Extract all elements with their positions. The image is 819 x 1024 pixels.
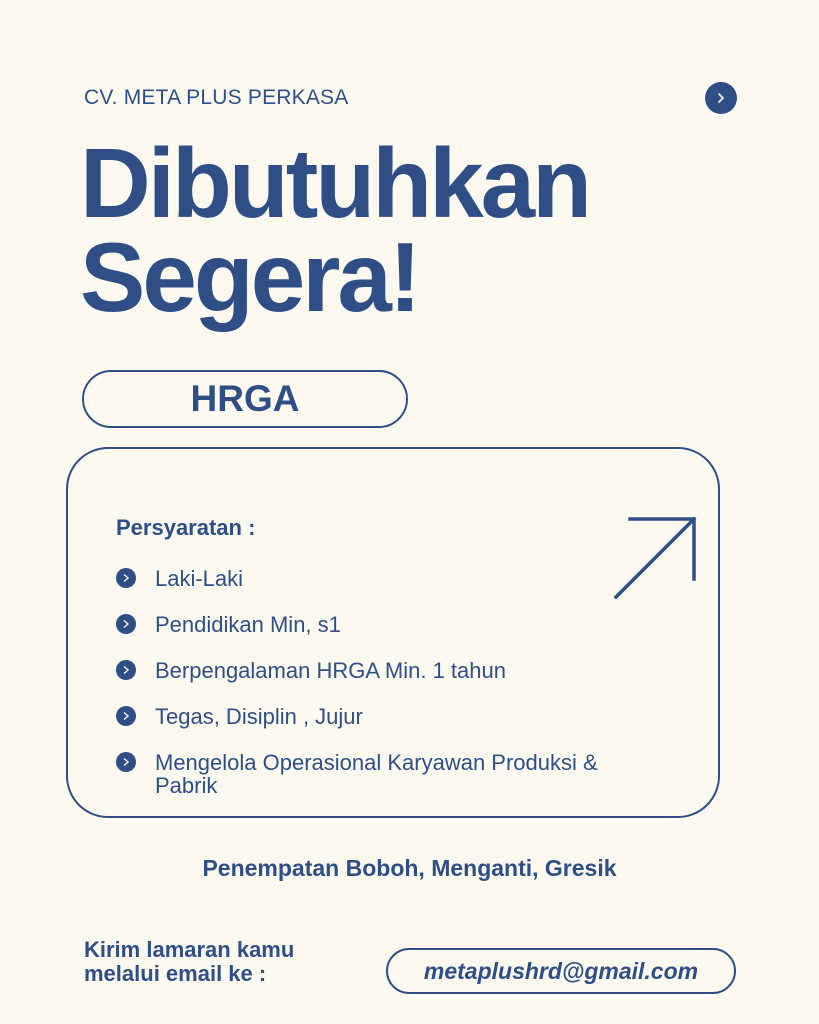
list-item bbox=[116, 659, 636, 682]
headline-line-2: Segera! bbox=[80, 222, 419, 332]
chevron-right-icon bbox=[116, 706, 136, 726]
chevron-right-icon bbox=[116, 614, 136, 634]
apply-line-2: melalui email ke : bbox=[84, 961, 267, 986]
chevron-right-icon bbox=[116, 752, 136, 772]
requirement-text: Pendidikan Min, s1 bbox=[155, 612, 341, 637]
headline bbox=[80, 128, 589, 332]
requirement-text: Berpengalaman HRGA Min. 1 tahun bbox=[155, 658, 506, 683]
apply-instructions bbox=[84, 938, 294, 986]
chevron-right-icon bbox=[116, 568, 136, 588]
apply-line-1: Kirim lamaran kamu bbox=[84, 937, 295, 962]
list-item bbox=[116, 613, 636, 636]
requirement-text: Laki-Laki bbox=[155, 566, 244, 591]
list-item bbox=[116, 751, 636, 797]
headline-line-1: Dibutuhkan bbox=[80, 128, 589, 238]
company-name: CV. META PLUS PERKASA bbox=[84, 86, 349, 109]
requirement-text: Tegas, Disiplin , Jujur bbox=[155, 704, 363, 729]
position-badge: HRGA bbox=[82, 370, 408, 428]
requirements-card bbox=[66, 447, 720, 818]
requirements-title: Persyaratan : bbox=[116, 515, 256, 540]
requirements-list bbox=[116, 567, 636, 820]
list-item bbox=[116, 567, 636, 590]
chevron-right-icon[interactable] bbox=[705, 82, 737, 114]
placement-location: Penempatan Boboh, Menganti, Gresik bbox=[202, 855, 617, 881]
chevron-right-icon bbox=[116, 660, 136, 680]
requirement-text: Mengelola Operasional Karyawan Produksi & Pabrik bbox=[155, 750, 598, 798]
list-item bbox=[116, 705, 636, 728]
email-address[interactable]: metaplushrd@gmail.com bbox=[386, 948, 736, 994]
